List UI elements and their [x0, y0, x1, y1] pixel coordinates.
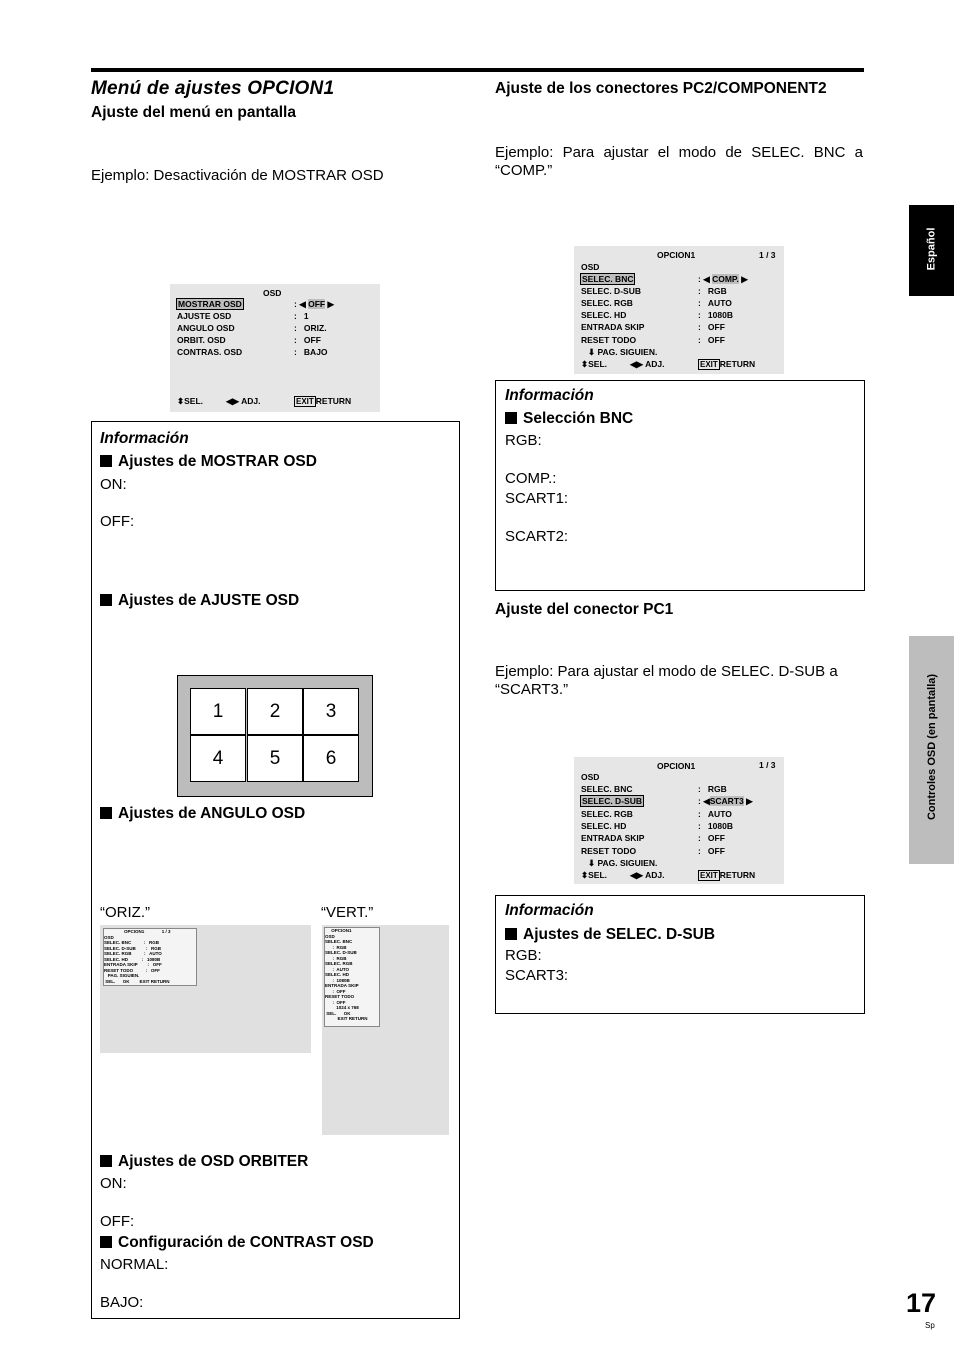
- grid-cell: 2: [247, 688, 303, 735]
- menu-row-label: SELEC. D-SUB: [581, 286, 641, 296]
- info-line: RGB:: [505, 947, 542, 964]
- osd-row-label: AJUSTE OSD: [177, 311, 232, 321]
- vert-mini-menu: OPCION1 OSD SELEC. BNC : RGB SELEC. D-SUB : RGB SELEC. RGB : AUTO SELEC. HD : 1080B ENTRADA SKIP : OFF RESET TODO : OFF 1024 x 768 SEL. OK EXIT RETURN: [324, 927, 380, 1027]
- section-heading: Selección BNC: [523, 410, 634, 427]
- info-line: RGB:: [505, 432, 542, 449]
- osd-menu-screenshot: OSD MOSTRAR OSD : ◀ OFF ▶ AJUSTE OSD : 1 ANGULO OSD : ORIZ. ORBIT. OSD : OFF CONTRAS. OSD : BAJO ⬍SEL. ◀▶ ADJ. EXIT RETURN: [170, 284, 380, 412]
- section-heading: Configuración de CONTRAST OSD: [118, 1234, 374, 1251]
- sel-label: SEL.: [184, 396, 204, 406]
- menu-row-label: SELEC. HD: [581, 310, 627, 320]
- adj-label: ADJ.: [645, 359, 665, 369]
- return-label: RETURN: [719, 359, 756, 369]
- info-line: OFF:: [100, 513, 135, 530]
- osd-row-label: ORBIT. OSD: [177, 335, 226, 345]
- osd-row-label: CONTRAS. OSD: [177, 347, 243, 357]
- info-line: SCART2:: [505, 528, 569, 545]
- osd-row-value: 1: [303, 311, 309, 321]
- menu-row-value: AUTO: [707, 298, 732, 308]
- side-tab-language: [909, 205, 954, 296]
- menu-row-label: SELEC. D-SUB: [582, 796, 642, 806]
- info-box-dsub: [495, 895, 865, 1014]
- menu-row-value: SCART3: [709, 796, 744, 806]
- updown-icon: ⬍: [177, 396, 185, 406]
- side-tab-section: [909, 636, 954, 864]
- oriz-label: “ORIZ.”: [100, 904, 150, 921]
- section-heading: Ajustes de MOSTRAR OSD: [118, 453, 317, 470]
- info-line: OFF:: [100, 1213, 135, 1230]
- menu-row-value: COMP.: [712, 274, 739, 284]
- return-label: RETURN: [315, 396, 352, 406]
- page-title: Menú de ajustes OPCION1: [91, 78, 335, 99]
- menu-row-value: RGB: [707, 784, 727, 794]
- menu-row-label: ENTRADA SKIP: [581, 322, 645, 332]
- info-box-bnc: [495, 380, 865, 591]
- grid-cell: 1: [190, 688, 246, 735]
- side-tab-language-label: Español: [925, 227, 938, 271]
- osd-menu-header: OSD: [263, 288, 282, 298]
- oriz-screen-preview: [100, 925, 311, 1053]
- grid-cell: 4: [190, 735, 246, 782]
- left-subtitle: Ajuste del menú en pantalla: [91, 104, 296, 121]
- sel-label: SEL.: [588, 870, 608, 880]
- menu-row-label: SELEC. HD: [581, 821, 627, 831]
- grid-cell: 5: [247, 735, 303, 782]
- right-example-1: Ejemplo: Para ajustar el modo de SELEC. BNC a “COMP.”: [495, 144, 863, 179]
- menu-row-label: SELEC. BNC: [581, 784, 633, 794]
- menu-row-label: SELEC. BNC: [582, 274, 634, 284]
- info-line: NORMAL:: [100, 1256, 169, 1273]
- opcion1-menu-dsub: OPCION1 1 / 3 OSD SELEC. BNC : RGB SELEC. D-SUB : ◀SCART3 ▶ SELEC. RGB : AUTO SELEC. HD : 1080B ENTRADA SKIP : OFF RESET TODO : OFF ⬇ PAG. SIGUIEN. ⬍SEL. ◀▶ ADJ. EXIT RETURN: [574, 757, 784, 884]
- menu-row-value: AUTO: [707, 809, 732, 819]
- menu-row-value: OFF: [707, 322, 725, 332]
- vert-label: “VERT.”: [321, 904, 374, 921]
- info-title: Información: [505, 387, 594, 404]
- side-tab-section-label: Controles OSD (en pantalla): [926, 673, 938, 821]
- section-heading: Ajustes de ANGULO OSD: [118, 805, 306, 822]
- opcion1-menu-bnc: OPCION1 1 / 3 OSD SELEC. BNC : ◀ COMP. ▶ SELEC. D-SUB : RGB SELEC. RGB : AUTO SELEC. HD : 1080B ENTRADA SKIP : OFF RESET TODO : OFF ⬇ PAG. SIGUIEN. ⬍SEL. ◀▶ ADJ. EXIT RETURN: [574, 246, 784, 374]
- grid-cell: 3: [303, 688, 359, 735]
- right-heading-1: Ajuste de los conectores PC2/COMPONENT2: [495, 80, 827, 97]
- menu-title: OPCION1: [657, 761, 696, 771]
- exit-key: EXIT: [296, 397, 314, 406]
- oriz-mini-menu: OPCION1 1 / 3 OSD SELEC. BNC : RGB SELEC. D-SUB : RGB SELEC. RGB : AUTO SELEC. HD : 1080B ENTRADA SKIP : OFF RESET TODO : OFF PAG. SIGUIEN. SEL. OK EXIT RETURN: [103, 928, 197, 986]
- return-label: RETURN: [719, 870, 756, 880]
- info-line: BAJO:: [100, 1294, 144, 1311]
- osd-row-value: OFF: [308, 299, 326, 309]
- sel-label: SEL.: [588, 359, 608, 369]
- menu-page: 1 / 3: [759, 250, 776, 260]
- osd-row-value: OFF: [303, 335, 321, 345]
- menu-row-value: 1080B: [707, 310, 733, 320]
- menu-row-label: SELEC. RGB: [581, 809, 633, 819]
- bullet-square-icon: [505, 412, 517, 424]
- osd-row-value: BAJO: [303, 347, 328, 357]
- info-line: ON:: [100, 1175, 127, 1192]
- bullet-square-icon: [100, 1236, 112, 1248]
- info-line: COMP.:: [505, 470, 557, 487]
- menu-row-label: SELEC. RGB: [581, 298, 633, 308]
- menu-row-label: ENTRADA SKIP: [581, 833, 645, 843]
- page-number: 17: [906, 1288, 937, 1318]
- exit-key: EXIT: [700, 360, 718, 369]
- section-heading: Ajustes de AJUSTE OSD: [118, 592, 300, 609]
- section-heading: Ajustes de SELEC. D-SUB: [523, 926, 716, 943]
- menu-row-label: RESET TODO: [581, 846, 637, 856]
- page-suffix: Sp: [925, 1321, 935, 1330]
- right-example-2: Ejemplo: Para ajustar el modo de SELEC. D-SUB a “SCART3.”: [495, 663, 838, 698]
- bullet-square-icon: [100, 1155, 112, 1167]
- menu-header: OSD: [581, 772, 600, 782]
- left-example: Ejemplo: Desactivación de MOSTRAR OSD: [91, 167, 384, 184]
- menu-row-value: OFF: [707, 833, 725, 843]
- exit-key: EXIT: [700, 871, 718, 880]
- next-page-label: PAG. SIGUIEN.: [597, 347, 658, 357]
- vert-screen-preview: [322, 925, 449, 1135]
- menu-title: OPCION1: [657, 250, 696, 260]
- osd-row-label: ANGULO OSD: [177, 323, 235, 333]
- bullet-square-icon: [100, 594, 112, 606]
- menu-header: OSD: [581, 262, 600, 272]
- updown-icon: ⬍: [581, 870, 589, 880]
- right-heading-2: Ajuste del conector PC1: [495, 601, 674, 618]
- bullet-square-icon: [505, 928, 517, 940]
- adj-label: ADJ.: [645, 870, 665, 880]
- menu-row-value: RGB: [707, 286, 727, 296]
- top-rule: [91, 68, 864, 72]
- osd-row-value: ORIZ.: [303, 323, 327, 333]
- next-page-label: PAG. SIGUIEN.: [597, 858, 658, 868]
- info-box-left: [91, 421, 460, 1319]
- info-title: Información: [100, 430, 189, 447]
- adj-label: ADJ.: [241, 396, 261, 406]
- leftright-icon: ◀▶: [630, 359, 644, 369]
- osd-position-grid: [177, 675, 373, 797]
- section-heading: Ajustes de OSD ORBITER: [118, 1153, 309, 1170]
- menu-page: 1 / 3: [759, 760, 776, 770]
- down-arrow-icon: ⬇: [588, 858, 596, 868]
- menu-row-label: RESET TODO: [581, 335, 637, 345]
- info-line: ON:: [100, 476, 127, 493]
- leftright-icon: ◀▶: [226, 396, 240, 406]
- bullet-square-icon: [100, 807, 112, 819]
- info-title: Información: [505, 902, 594, 919]
- menu-row-value: 1080B: [707, 821, 733, 831]
- info-line: SCART3:: [505, 967, 569, 984]
- info-line: SCART1:: [505, 490, 569, 507]
- bullet-square-icon: [100, 455, 112, 467]
- updown-icon: ⬍: [581, 359, 589, 369]
- grid-cell: 6: [303, 735, 359, 782]
- menu-row-value: OFF: [707, 335, 725, 345]
- leftright-icon: ◀▶: [630, 870, 644, 880]
- menu-row-value: OFF: [707, 846, 725, 856]
- down-arrow-icon: ⬇: [588, 347, 596, 357]
- osd-row-label: MOSTRAR OSD: [178, 299, 242, 309]
